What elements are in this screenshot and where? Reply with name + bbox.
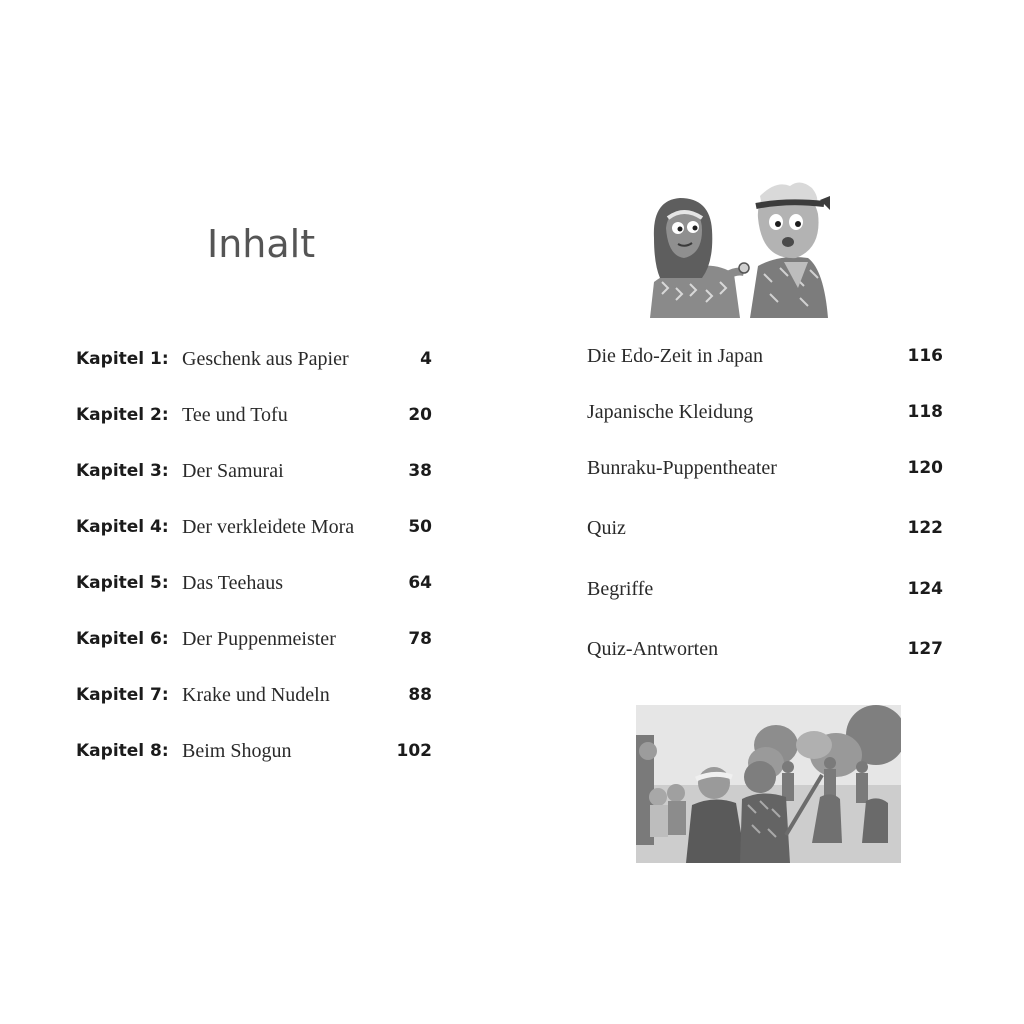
- chapter-label: Kapitel 4:: [76, 517, 169, 537]
- chapter-page: 78: [408, 629, 432, 649]
- extra-title: Begriffe: [587, 578, 654, 600]
- chapter-page: 88: [408, 685, 432, 705]
- chapter-label: Kapitel 8:: [76, 741, 169, 761]
- chapter-title: Tee und Tofu: [182, 404, 288, 426]
- extra-row[interactable]: [587, 346, 947, 376]
- chapter-label: Kapitel 3:: [76, 461, 169, 481]
- chapter-page: 38: [408, 461, 432, 481]
- girl-figure: [650, 198, 749, 318]
- extra-page: 116: [907, 346, 943, 366]
- chapter-title: Der Samurai: [182, 460, 284, 482]
- chapter-page: 20: [408, 405, 432, 425]
- chapter-row[interactable]: [76, 573, 436, 603]
- extra-page: 118: [907, 402, 943, 422]
- extra-title: Japanische Kleidung: [587, 401, 754, 423]
- chapter-label: Kapitel 6:: [76, 629, 169, 649]
- extra-page: 127: [907, 639, 943, 659]
- extra-row[interactable]: [587, 579, 947, 609]
- extra-title: Die Edo-Zeit in Japan: [587, 345, 764, 367]
- chapter-page: 4: [420, 349, 432, 369]
- chapter-page: 50: [408, 517, 432, 537]
- boy-figure: [750, 182, 830, 318]
- chapter-label: Kapitel 1:: [76, 349, 169, 369]
- chapter-title: Beim Shogun: [182, 740, 292, 762]
- chapter-label: Kapitel 2:: [76, 405, 169, 425]
- chapter-row[interactable]: [76, 405, 436, 435]
- chapter-title: Der verkleidete Mora: [182, 516, 355, 538]
- chapter-row[interactable]: [76, 629, 436, 659]
- samurai-scene-illustration: [636, 705, 901, 863]
- chapter-title: Das Teehaus: [182, 572, 283, 594]
- chapter-title: Der Puppenmeister: [182, 628, 336, 650]
- extra-row[interactable]: [587, 518, 947, 548]
- extra-row[interactable]: [587, 458, 947, 488]
- page-title: Inhalt: [207, 222, 316, 266]
- extra-row[interactable]: [587, 402, 947, 432]
- chapter-label: Kapitel 7:: [76, 685, 169, 705]
- chapter-page: 102: [396, 741, 432, 761]
- extra-title: Bunraku-Puppentheater: [587, 457, 777, 479]
- chapter-row[interactable]: [76, 685, 436, 715]
- extra-page: 120: [907, 458, 943, 478]
- extra-page: 124: [907, 579, 943, 599]
- chapter-title: Krake und Nudeln: [182, 684, 330, 706]
- chapter-row[interactable]: [76, 741, 436, 771]
- chapter-page: 64: [408, 573, 432, 593]
- chapter-title: Geschenk aus Papier: [182, 348, 349, 370]
- chapter-row[interactable]: [76, 349, 436, 379]
- extra-title: Quiz: [587, 517, 626, 539]
- chapter-row[interactable]: [76, 517, 436, 547]
- extra-title: Quiz-Antworten: [587, 638, 719, 660]
- children-illustration: [640, 178, 832, 318]
- extra-row[interactable]: [587, 639, 947, 669]
- extra-page: 122: [907, 518, 943, 538]
- chapter-row[interactable]: [76, 461, 436, 491]
- chapter-label: Kapitel 5:: [76, 573, 169, 593]
